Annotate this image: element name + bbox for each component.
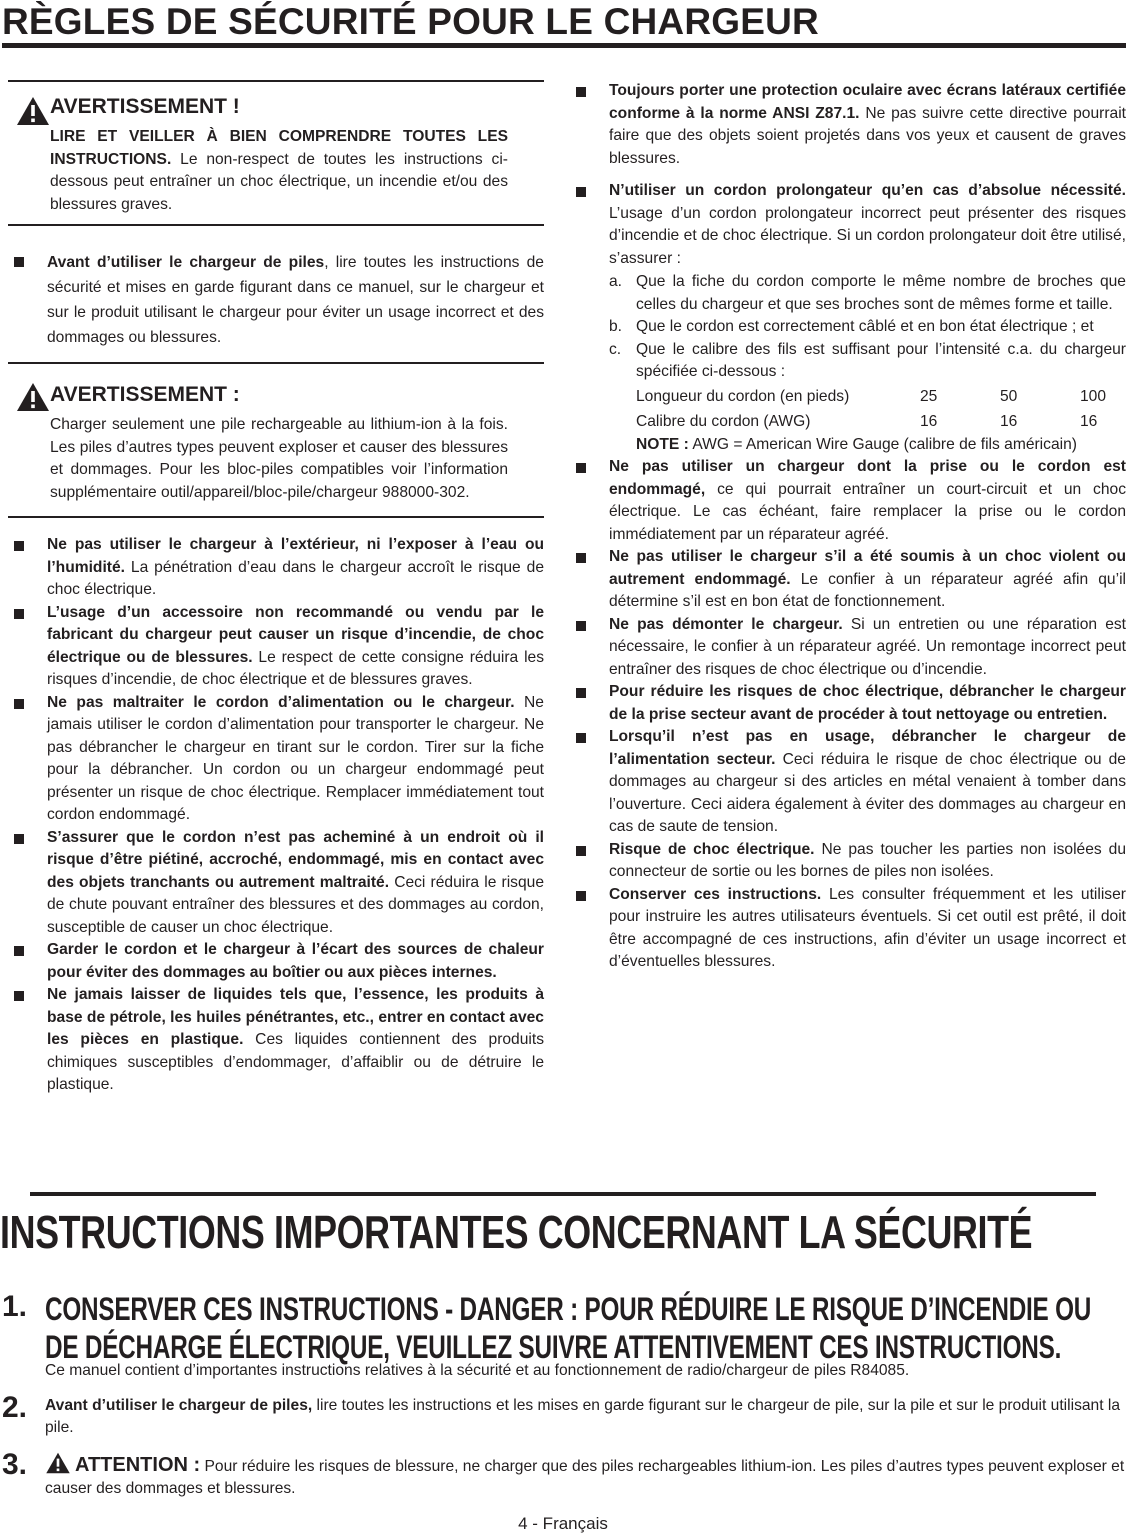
numbered-item-2 <box>0 1391 1126 1440</box>
wire-gauge-table <box>636 384 1106 434</box>
warning-box-2 <box>8 362 544 518</box>
numbered-item-1 <box>0 1290 1126 1383</box>
section-title: INSTRUCTIONS IMPORTANTES CONCERNANT LA SÉCURITÉ <box>0 1206 1033 1258</box>
intro-bullet-list <box>8 250 544 350</box>
table-row: Longueur du cordon (en pieds) 25 50 100 <box>636 387 1107 405</box>
list-item: Ne pas démonter le chargeur. Si un entretien ou une réparation est nécessaire, le confier à un réparateur agréé. Un remontage incorrect peut entraîner des risques de choc électrique ou d’incendie. <box>570 614 1126 682</box>
warning-box-1 <box>8 80 544 226</box>
warning-title-2: AVERTISSEMENT : <box>50 383 240 406</box>
warning-triangle-icon <box>16 96 50 126</box>
item-number: 1. <box>2 1290 28 1323</box>
numbered-text: Avant d’utiliser le chargeur de piles, lire toutes les instructions et les mises en garde figurant sur le chargeur de pile, sur la pile et sur le produit utilisant la pile. <box>45 1396 1121 1436</box>
warning-triangle-icon <box>45 1452 71 1474</box>
extension-cord-sublist <box>609 271 1126 384</box>
list-item: L’usage d’un accessoire non recommandé ou vendu par le fabricant du chargeur peut causer un risque d’incendie, de choc électrique ou de blessures. Le respect de cette consigne réduira les risques d’incendie, de choc électrique et de blessures graves. <box>8 602 544 692</box>
list-item: Ne pas utiliser le chargeur à l’extérieur, ni l’exposer à l’eau ou l’humidité. La pénétration d’eau dans le chargeur accroît le risque de choc électrique. <box>8 534 544 602</box>
right-column <box>570 80 1126 974</box>
warning-title-1: AVERTISSEMENT ! <box>50 95 240 118</box>
list-item: S’assurer que le cordon n’est pas acheminé à un endroit où il risque d’être piétiné, accroché, endommagé, mis en contact avec des objets tranchants ou autrement maltraité. Ceci réduira le risque de chute pouvant entraîner des blessures et des dommages au cordon, susceptible de causer un choc électrique. <box>8 827 544 940</box>
list-item: Garder le cordon et le chargeur à l’écart des sources de chaleur pour éviter des dommages au boîtier ou aux pièces internes. <box>8 939 544 984</box>
warning-triangle-icon <box>16 382 50 412</box>
sub-list-item: b. Que le cordon est correctement câblé et en bon état électrique ; et <box>609 318 1094 335</box>
sub-list-item: a. Que la fiche du cordon comporte le même nombre de broches que celles du chargeur et que ses broches sont de mêmes forme et taille. <box>609 273 1126 313</box>
page-title: RÈGLES DE SÉCURITÉ POUR LE CHARGEUR <box>2 0 1126 48</box>
numbered-list <box>0 1290 1126 1501</box>
list-item: Avant d’utiliser le chargeur de piles, lire toutes les instructions de sécurité et mises en garde figurant dans ce manuel, sur le chargeur et sur le produit utilisant le chargeur pour éviter un usage incorrect et des dommages ou blessures. <box>8 250 544 350</box>
list-item: Ne pas utiliser le chargeur s’il a été soumis à un choc violent ou autrement endommagé. Le confier à un réparateur agréé afin qu’il détermine s’il est en bon état de fonctionnement. <box>570 546 1126 614</box>
right-bullet-list <box>570 80 1126 974</box>
left-column <box>8 80 544 1097</box>
numbered-item-3 <box>0 1448 1126 1501</box>
list-item: Ne pas utiliser un chargeur dont la prise ou le cordon est endommagé, ce qui pourrait entraîner un court-circuit et un choc électrique. Le cas échéant, faire remplacer la prise ou le cordon immédiatement par un réparateur agréé. <box>570 456 1126 546</box>
list-item: Pour réduire les risques de choc électrique, débrancher le chargeur de la prise secteur avant de procéder à tout nettoyage ou entretien. <box>570 681 1126 726</box>
list-item: N’utiliser un cordon prolongateur qu’en cas d’absolue nécessité. L’usage d’un cordon prolongateur incorrect peut présenter des risques d’incendie et de choc électrique. Si un cordon prolongateur doit être utilisé, s’assurer : a. Que la fiche du cordon comporte le même nombre de broches que celles du chargeur et que ses broches sont de mêmes forme et taille. b. Que le cordon est correctement câblé et en bon état électrique ; et c. Que le calibre des fils est suffisant pour l’intensité c.a. du chargeur spécifiée ci-dessous : Longueur du cordon (en pieds) 25 50 100 Calibre du cordon (AWG) 16 16 16 NOTE : AWG = American Wire Gauge (calibre de fils américain) <box>570 180 1126 456</box>
item-number: 2. <box>2 1390 28 1424</box>
list-item: Ne jamais laisser de liquides tels que, l’essence, les produits à base de pétrole, les huiles pénétrantes, etc., entrer en contact avec les pièces en plastique. Ces liquides contiennent des produits chimiques susceptibles d’endommager, d’affaiblir ou de détruire le plastique. <box>8 984 544 1097</box>
list-item: Risque de choc électrique. Ne pas toucher les parties non isolées du connecteur de sortie ou les bornes de piles non isolées. <box>570 839 1126 884</box>
list-item: Lorsqu’il n’est pas en usage, débrancher le chargeur de l’alimentation secteur. Ceci réduira le risque de choc électrique ou de dommages au chargeur si des articles en métal venaient à tomber dans l’ouverture. Ceci aidera également à éviter des dommages au chargeur en cas de saute de tension. <box>570 726 1126 839</box>
sub-list-item: c. Que le calibre des fils est suffisant pour l’intensité c.a. du chargeur spécifiée ci-dessous : <box>609 340 1126 380</box>
item-number: 3. <box>2 1447 28 1481</box>
warning-text-2: Charger seulement une pile rechargeable au lithium-ion à la fois. Les piles d’autres types peuvent exploser et causer des blessures et dommages. Pour les bloc-piles compatibles voir l’information supplémentaire outil/appareil/bloc-pile/chargeur 988000-302. <box>50 416 508 501</box>
numbered-heading: CONSERVER CES INSTRUCTIONS - DANGER : POUR RÉDUIRE LE RISQUE D’INCENDIE OU DE DÉCHARGE ÉLECTRIQUE, VEUILLEZ SUIVRE ATTENTIVEMENT CES INSTRUCTIONS. <box>45 1291 1092 1365</box>
warning-body-1: Le non-respect de toutes les instructions ci-dessous peut entraîner un choc électrique, un incendie et/ou des blessures graves. <box>50 150 508 213</box>
left-bullet-list <box>8 534 544 1097</box>
table-row: Calibre du cordon (AWG) 16 16 16 <box>636 412 1098 430</box>
numbered-text: Ce manuel contient d’importantes instructions relatives à la sécurité et au fonctionnement de radio/chargeur de piles R84085. <box>45 1362 910 1379</box>
page-footer: 4 - Français <box>518 1514 608 1533</box>
list-item: Ne pas maltraiter le cordon d’alimentation ou le chargeur. Ne jamais utiliser le cordon d’alimentation pour transporter le chargeur. Ne pas débrancher le chargeur en tirant sur le cordon. Tirer sur la fiche pour la débrancher. Un cordon ou un chargeur endommagé peut présenter un risque de choc électrique. Remplacer immédiatement tout cordon endommagé. <box>8 692 544 827</box>
warning-text-1 <box>8 126 544 216</box>
section-divider <box>30 1192 1096 1196</box>
list-item: Conserver ces instructions. Les consulter fréquemment et les utiliser pour instruire les autres utilisateurs éventuels. Si cet outil est prêté, il doit être accompagné de ces instructions, afin d’éviter un usage incorrect et d’éventuelles blessures. <box>570 884 1126 974</box>
numbered-text: ATTENTION : Pour réduire les risques de blessure, ne charger que des piles rechargeables lithium-ion. Les piles d’autres types peuvent exploser et causer des dommages et blessures. <box>45 1453 1125 1497</box>
warning-bold-1: LIRE ET VEILLER À BIEN COMPRENDRE TOUTES LES INSTRUCTIONS. <box>50 128 508 168</box>
list-item: Toujours porter une protection oculaire avec écrans latéraux certifiée conforme à la norme ANSI Z87.1. Ne pas suivre cette directive pourrait faire que des objets soient projetés dans vos yeux et causent de graves blessures. <box>570 80 1126 170</box>
wire-note: NOTE : AWG = American Wire Gauge (calibre de fils américain) <box>636 435 1077 453</box>
